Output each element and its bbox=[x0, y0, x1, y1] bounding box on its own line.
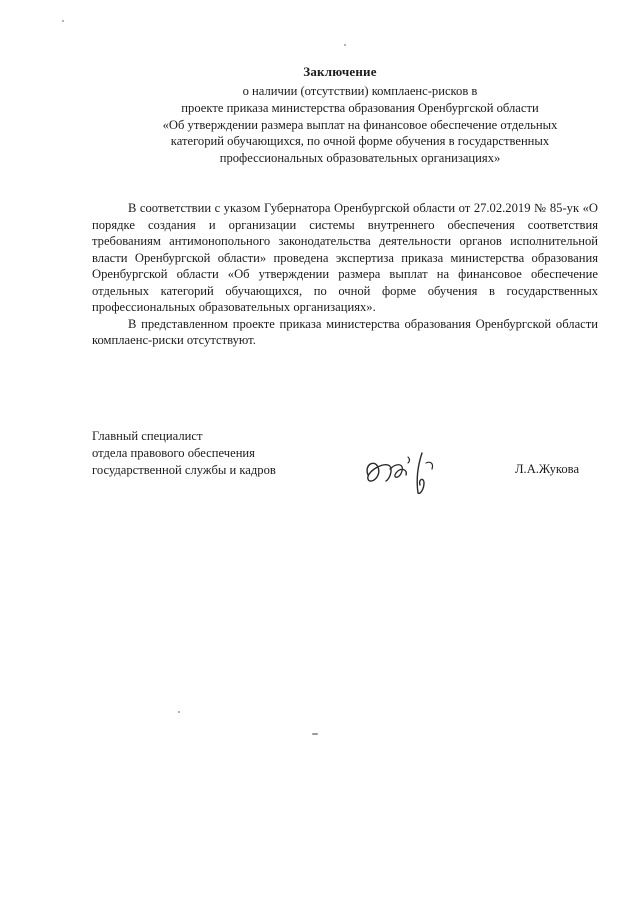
signatory-name: Л.А.Жукова bbox=[515, 462, 580, 476]
document-body bbox=[92, 200, 598, 349]
document-subtitle bbox=[80, 83, 640, 167]
signatory-position bbox=[92, 428, 276, 478]
scan-speck bbox=[312, 733, 318, 735]
scan-speck bbox=[62, 20, 64, 22]
document-title: Заключение bbox=[303, 64, 377, 79]
subtitle-line: о наличии (отсутствии) комплаенс-рисков в bbox=[242, 84, 478, 98]
body-paragraph: В представленном проекте приказа министерства образования Оренбургской области комплаенс-риски отсутствуют. bbox=[92, 316, 598, 347]
scan-speck bbox=[344, 44, 346, 46]
body-paragraph: В соответствии с указом Губернатора Оренбургской области от 27.02.2019 № 85-ук «О порядке создания и организации системы внутреннего обеспечения соответствия требованиям антимонопольного законодательства деятельности органов исполнительной власти Оренбургской области» проведена экспертиза приказа министерства образования Оренбургской области «Об утверждении размера выплат на финансовое обеспечение отдельных категорий обучающихся, по очной форме обучения в государственных профессиональных образовательных организациях». bbox=[92, 201, 598, 314]
subtitle-line: категорий обучающихся, по очной форме обучения в государственных bbox=[170, 134, 550, 149]
subtitle-line: проекте приказа министерства образования Оренбургской области bbox=[181, 100, 539, 115]
position-line: государственной службы и кадров bbox=[92, 462, 276, 477]
scan-speck bbox=[178, 711, 180, 713]
handwritten-signature bbox=[360, 445, 450, 497]
position-line: отдела правового обеспечения bbox=[92, 445, 255, 460]
position-line: Главный специалист bbox=[92, 429, 203, 443]
subtitle-line: «Об утверждении размера выплат на финансовое обеспечение отдельных bbox=[162, 117, 558, 132]
subtitle-line: профессиональных образовательных организациях» bbox=[219, 151, 501, 166]
